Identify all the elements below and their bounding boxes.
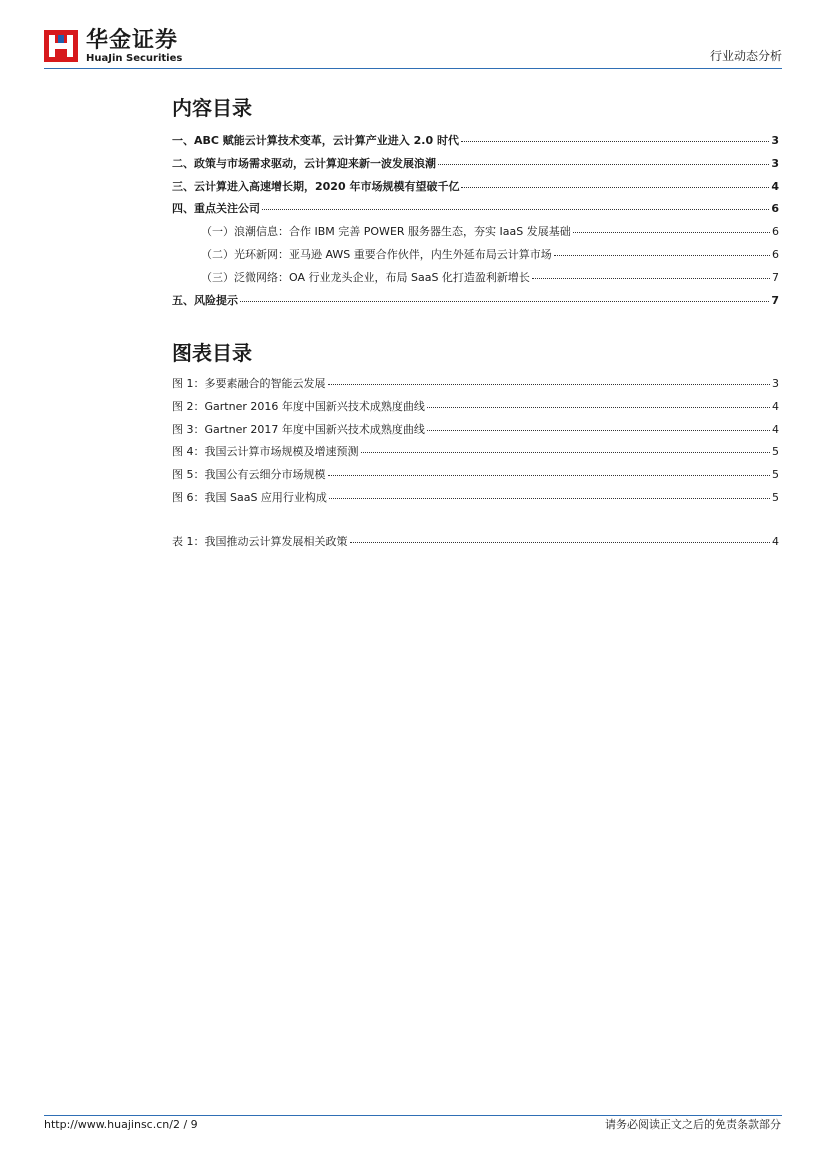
toc-entry-text: （一）浪潮信息：合作 IBM 完善 POWER 服务器生态，夯实 IaaS 发展基础 <box>201 225 571 239</box>
toc-entry-text: （三）泛微网络：OA 行业龙头企业，布局 SaaS 化打造盈利新增长 <box>201 270 530 284</box>
figure-entry-page: 4 <box>772 422 779 436</box>
figure-entry-text: 图 1：多要素融合的智能云发展 <box>172 377 326 390</box>
dot-leader <box>328 475 771 476</box>
dot-leader <box>427 407 770 408</box>
figure-entry-text: 图 4：我国云计算市场规模及增速预测 <box>172 445 359 459</box>
toc-entry-page: 6 <box>772 225 779 239</box>
report-type-label: 行业动态分析 <box>709 49 782 63</box>
toc-entry[interactable] <box>172 180 779 203</box>
header-divider <box>44 68 782 69</box>
toc-subentry[interactable] <box>172 248 779 271</box>
toc-entry-text: 二、政策与市场需求驱动，云计算迎来新一波发展浪潮 <box>172 156 436 170</box>
toc-entry-text: 三、云计算进入高速增长期，2020 年市场规模有望破千亿 <box>172 179 460 193</box>
toc-entry-text: （二）光环新网：亚马逊 AWS 重要合作伙伴，内生外延布局云计算市场 <box>201 247 552 261</box>
dot-leader <box>262 209 769 210</box>
toc-entry[interactable] <box>172 202 779 225</box>
footer-disclaimer: 请务必阅读正文之后的免责条款部分 <box>605 1118 781 1131</box>
tables-list <box>172 535 779 558</box>
dot-leader <box>461 187 769 188</box>
dot-leader <box>328 384 771 385</box>
dot-leader <box>554 255 770 256</box>
toc-entry-page: 6 <box>772 247 779 261</box>
figure-entry[interactable] <box>172 423 779 446</box>
footer-divider <box>44 1115 782 1116</box>
toc-entry-text: 五、风险提示 <box>172 293 238 307</box>
figure-entry-page: 5 <box>772 468 779 482</box>
figure-entry[interactable] <box>172 491 779 514</box>
huajin-logo-icon <box>44 30 78 62</box>
dot-leader <box>438 164 769 165</box>
dot-leader <box>461 141 769 142</box>
figures-title: 图表目录 <box>172 341 252 365</box>
figure-entry[interactable] <box>172 377 779 400</box>
toc-entry-page: 4 <box>771 179 779 193</box>
figures-list <box>172 377 779 514</box>
table-entry-text: 表 1：我国推动云计算发展相关政策 <box>172 535 348 548</box>
figure-entry-text: 图 6：我国 SaaS 应用行业构成 <box>172 490 327 504</box>
page-header <box>44 26 782 68</box>
logo-english-name: HuaJin Securities <box>86 53 183 64</box>
toc-subentry[interactable] <box>172 271 779 294</box>
toc-entry-page: 7 <box>771 293 779 307</box>
toc-entry[interactable] <box>172 157 779 180</box>
dot-leader <box>573 232 770 233</box>
footer-left <box>44 1118 198 1132</box>
toc-entry-page: 3 <box>771 134 779 147</box>
toc-entry[interactable] <box>172 294 779 317</box>
figure-entry[interactable] <box>172 468 779 491</box>
table-entry[interactable] <box>172 535 779 558</box>
toc-entry[interactable] <box>172 134 779 157</box>
figure-entry-text: 图 2：Gartner 2016 年度中国新兴技术成熟度曲线 <box>172 399 425 413</box>
figure-entry-page: 5 <box>772 445 779 459</box>
figure-entry-page: 5 <box>772 490 779 504</box>
dot-leader <box>427 430 770 431</box>
figure-entry[interactable] <box>172 445 779 468</box>
figure-entry[interactable] <box>172 400 779 423</box>
figure-entry-page: 3 <box>772 377 779 390</box>
toc-entry-text: 四、重点关注公司 <box>172 202 260 216</box>
contents-title: 内容目录 <box>172 96 252 120</box>
contents-list <box>172 134 779 316</box>
dot-leader <box>361 452 771 453</box>
page-indicator: 2 / 9 <box>172 1118 198 1131</box>
dot-leader <box>240 301 769 302</box>
figure-entry-text: 图 3：Gartner 2017 年度中国新兴技术成熟度曲线 <box>172 422 425 436</box>
toc-entry-text: 一、ABC 赋能云计算技术变革，云计算产业进入 2.0 时代 <box>172 134 459 147</box>
toc-entry-page: 3 <box>771 156 779 170</box>
dot-leader <box>350 542 771 543</box>
figure-entry-text: 图 5：我国公有云细分市场规模 <box>172 468 326 482</box>
toc-subentry[interactable] <box>172 225 779 248</box>
table-entry-page: 4 <box>772 535 779 548</box>
toc-entry-page: 7 <box>772 270 779 284</box>
logo-chinese-name: 华金证券 <box>86 28 179 53</box>
figure-entry-page: 4 <box>772 399 779 413</box>
dot-leader <box>532 278 770 279</box>
footer-url-link[interactable]: http://www.huajinsc.cn/ <box>44 1118 173 1131</box>
dot-leader <box>329 498 770 499</box>
toc-entry-page: 6 <box>771 202 779 216</box>
